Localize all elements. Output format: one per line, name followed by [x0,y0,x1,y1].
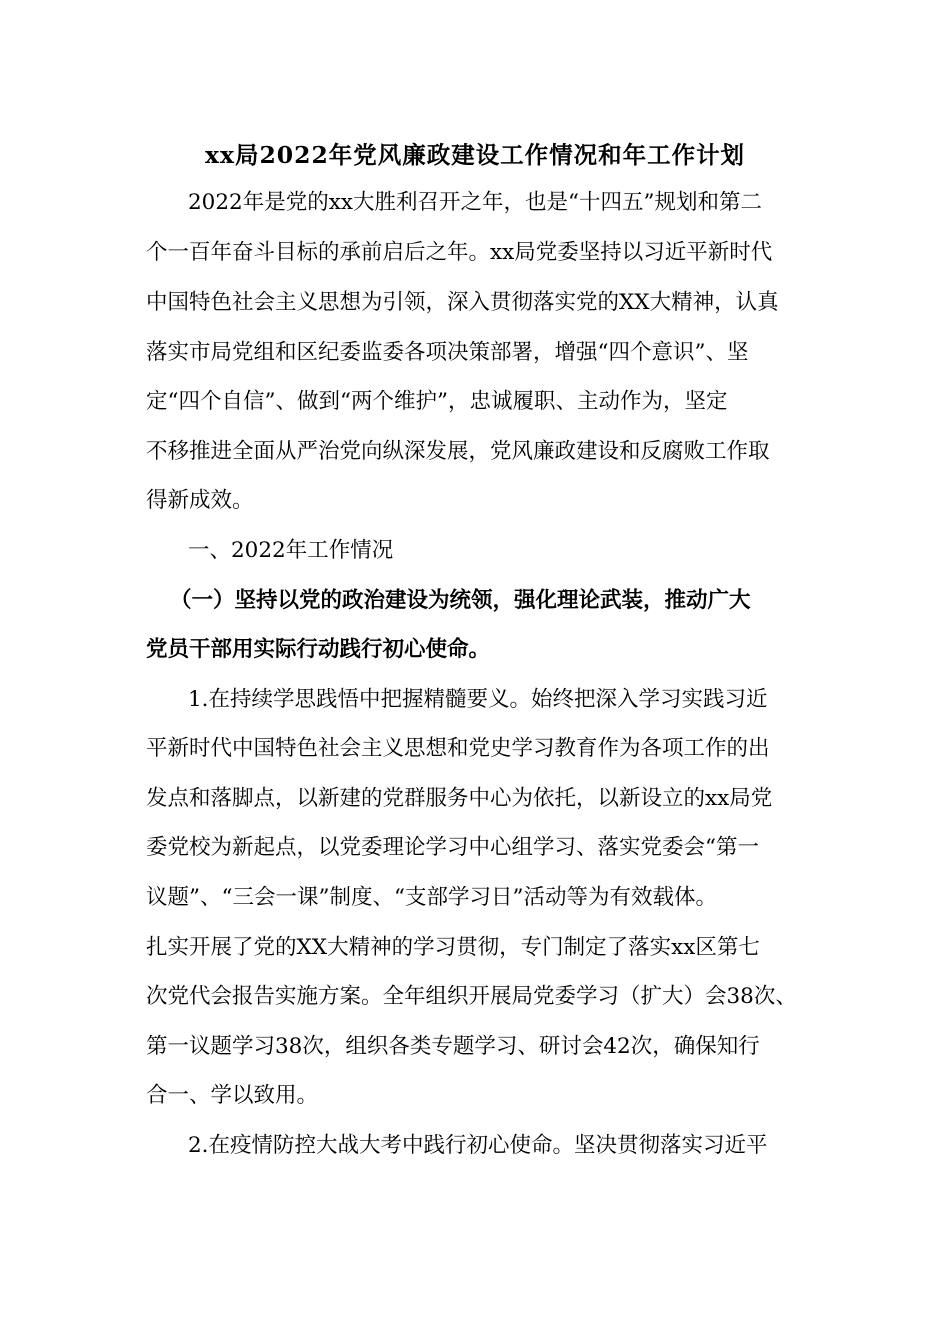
item1-line-1: 1.在持续学思践悟中把握精髓要义。始终把深入学习实践习近 [188,687,768,712]
subsection-heading-line-2: 党员干部用实际行动践行初心使命。 [146,637,491,662]
item1-line-7: 次党代会报告实施方案。全年组织开展局党委学习（扩大）会38次、 [146,984,797,1009]
intro-line-6: 不移推进全面从严治党向纵深发展，党风廉政建设和反腐败工作取 [146,439,770,464]
intro-line-3: 中国特色社会主义思想为引领，深入贯彻落实党的XX大精神，认真 [146,290,779,315]
intro-line-7: 得新成效。 [146,488,254,513]
intro-line-4: 落实市局党组和区纪委监委各项决策部署，增强“四个意识”、坚 [146,340,749,365]
item1-line-4: 委党校为新起点，以党委理论学习中心组学习、落实党委会“第一 [146,835,759,860]
item1-line-5: 议题”、“三会一课”制度、“支部学习日”活动等为有效载体。 [146,885,717,910]
intro-line-5: 定“四个自信”、做到“两个维护”，忠诚履职、主动作为，坚定 [146,389,728,414]
item1-line-6: 扎实开展了党的XX大精神的学习贯彻，专门制定了落实xx区第七 [146,935,760,960]
item1-line-9: 合一、学以致用。 [146,1083,319,1108]
document-title: xx局2022年党风廉政建设工作情况和年工作计划 [204,141,746,169]
intro-line-1: 2022年是党的xx大胜利召开之年，也是“十四五”规划和第二 [188,190,762,215]
item1-line-8: 第一议题学习38次，组织各类专题学习、研讨会42次，确保知行 [146,1034,760,1059]
item1-line-3: 发点和落脚点，以新建的党群服务中心为依托，以新设立的xx局党 [146,786,773,811]
section-heading: 一、2022年工作情况 [188,538,394,563]
subsection-heading-line-1: （一）坚持以党的政治建设为统领，强化理论武装，推动广大 [170,588,751,613]
item2-line-1: 2.在疫情防控大战大考中践行初心使命。坚决贯彻落实习近平 [188,1133,768,1158]
item1-line-2: 平新时代中国特色社会主义思想和党史学习教育作为各项工作的出 [146,736,770,761]
intro-line-2: 个一百年奋斗目标的承前启后之年。xx局党委坚持以习近平新时代 [146,240,773,265]
